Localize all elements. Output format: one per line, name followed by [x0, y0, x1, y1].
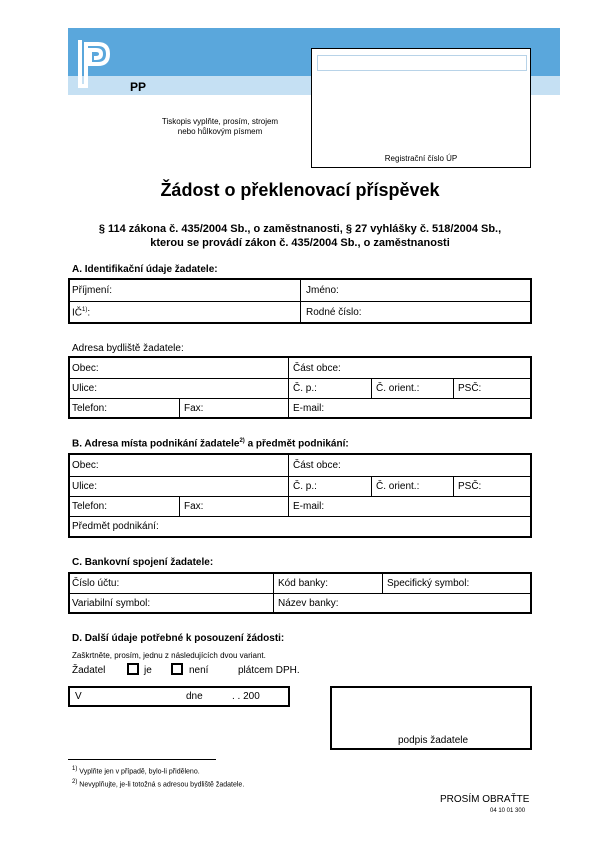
business-corient[interactable]: Č. orient.: [376, 481, 420, 492]
address-fax[interactable]: Fax: [184, 403, 204, 414]
fill-instruction: Tiskopis vyplňte, prosím, strojem nebo hůlkovým písmem [161, 117, 279, 136]
vat-applicant-label: Žadatel [72, 665, 106, 676]
section-d-instruction: Zaškrtněte, prosím, jednu z následujících dvou variant. [72, 651, 266, 660]
legal-reference: § 114 zákona č. 435/2004 Sb., o zaměstnanosti, § 27 vyhlášky č. 518/2004 Sb., kterou se provádí zákon č. 435/2004 Sb., o zaměstnanosti [98, 223, 502, 249]
place-date-field[interactable] [68, 686, 290, 707]
vat-yes-label: je [144, 665, 152, 676]
section-c-form [68, 572, 532, 614]
vat-no-label: není [189, 665, 209, 676]
first-name-field[interactable]: Jméno: [306, 285, 339, 296]
vat-payer-label: plátcem DPH. [238, 665, 300, 676]
birth-number-field[interactable]: Rodné číslo: [306, 307, 362, 318]
signature-box[interactable] [330, 686, 532, 750]
ico-field[interactable]: IČ$^{1)}$: [72, 307, 91, 319]
section-a-form [68, 278, 532, 324]
address-form [68, 356, 532, 419]
date-dots: . . 200 [232, 691, 260, 702]
address-heading: Adresa bydliště žadatele: [72, 343, 184, 354]
pp-label: PP [130, 80, 147, 94]
address-cast-obce[interactable]: Část obce: [293, 363, 341, 374]
address-obec[interactable]: Obec: [72, 363, 99, 374]
surname-field[interactable]: Příjmení: [72, 285, 113, 296]
business-email[interactable]: E-mail: [293, 501, 325, 512]
business-fax[interactable]: Fax: [184, 501, 204, 512]
registration-number-field[interactable] [317, 55, 527, 71]
address-cp[interactable]: Č. p.: [293, 383, 317, 394]
place-prefix: V [75, 691, 82, 702]
account-number-field[interactable]: Číslo účtu: [72, 578, 120, 589]
address-email[interactable]: E-mail: [293, 403, 325, 414]
form-code: 04 10 01 300 [490, 808, 526, 814]
specific-symbol-field[interactable]: Specifický symbol: [387, 578, 470, 589]
address-psc[interactable]: PSČ: [458, 383, 482, 394]
section-b-heading: B. Adresa místa podnikání žadatele$^{2)}$ a předmět podnikání: [72, 438, 349, 450]
up-logo [68, 28, 118, 95]
footnote-1: $^{1)}$ Vyplňte jen v případě, bylo-li přiděleno. [72, 766, 200, 776]
section-d-heading: D. Další údaje potřebné k posouzení žádosti: [72, 633, 285, 644]
business-cast-obce[interactable]: Část obce: [293, 460, 341, 471]
business-subject[interactable]: Předmět podnikání: [72, 521, 159, 532]
turn-over-label: PROSÍM OBRAŤTE [440, 794, 530, 805]
business-ulice[interactable]: Ulice: [72, 481, 98, 492]
business-psc[interactable]: PSČ: [458, 481, 482, 492]
section-a-heading: A. Identifikační údaje žadatele: [72, 264, 218, 275]
bank-code-field[interactable]: Kód banky: [278, 578, 329, 589]
date-label: dne [186, 691, 203, 702]
business-cp[interactable]: Č. p.: [293, 481, 317, 492]
address-telefon[interactable]: Telefon: [72, 403, 108, 414]
variable-symbol-field[interactable]: Variabilní symbol: [72, 598, 151, 609]
registration-box[interactable] [311, 48, 531, 168]
business-obec[interactable]: Obec: [72, 460, 99, 471]
signature-label: podpis žadatele [398, 735, 469, 746]
vat-yes-checkbox[interactable] [127, 663, 139, 675]
registration-label: Registrační číslo ÚP [384, 154, 458, 163]
section-b-form [68, 453, 532, 538]
bank-name-field[interactable]: Název banky: [278, 598, 339, 609]
business-telefon[interactable]: Telefon: [72, 501, 108, 512]
section-c-heading: C. Bankovní spojení žadatele: [72, 557, 214, 568]
footnote-divider [68, 759, 216, 760]
address-ulice[interactable]: Ulice: [72, 383, 98, 394]
vat-no-checkbox[interactable] [171, 663, 183, 675]
footnote-2: $^{2)}$ Nevyplňujte, je-li totožná s adresou bydliště žadatele. [72, 779, 245, 789]
page-title: Žádost o překlenovací příspěvek [160, 180, 440, 200]
address-corient[interactable]: Č. orient.: [376, 383, 420, 394]
